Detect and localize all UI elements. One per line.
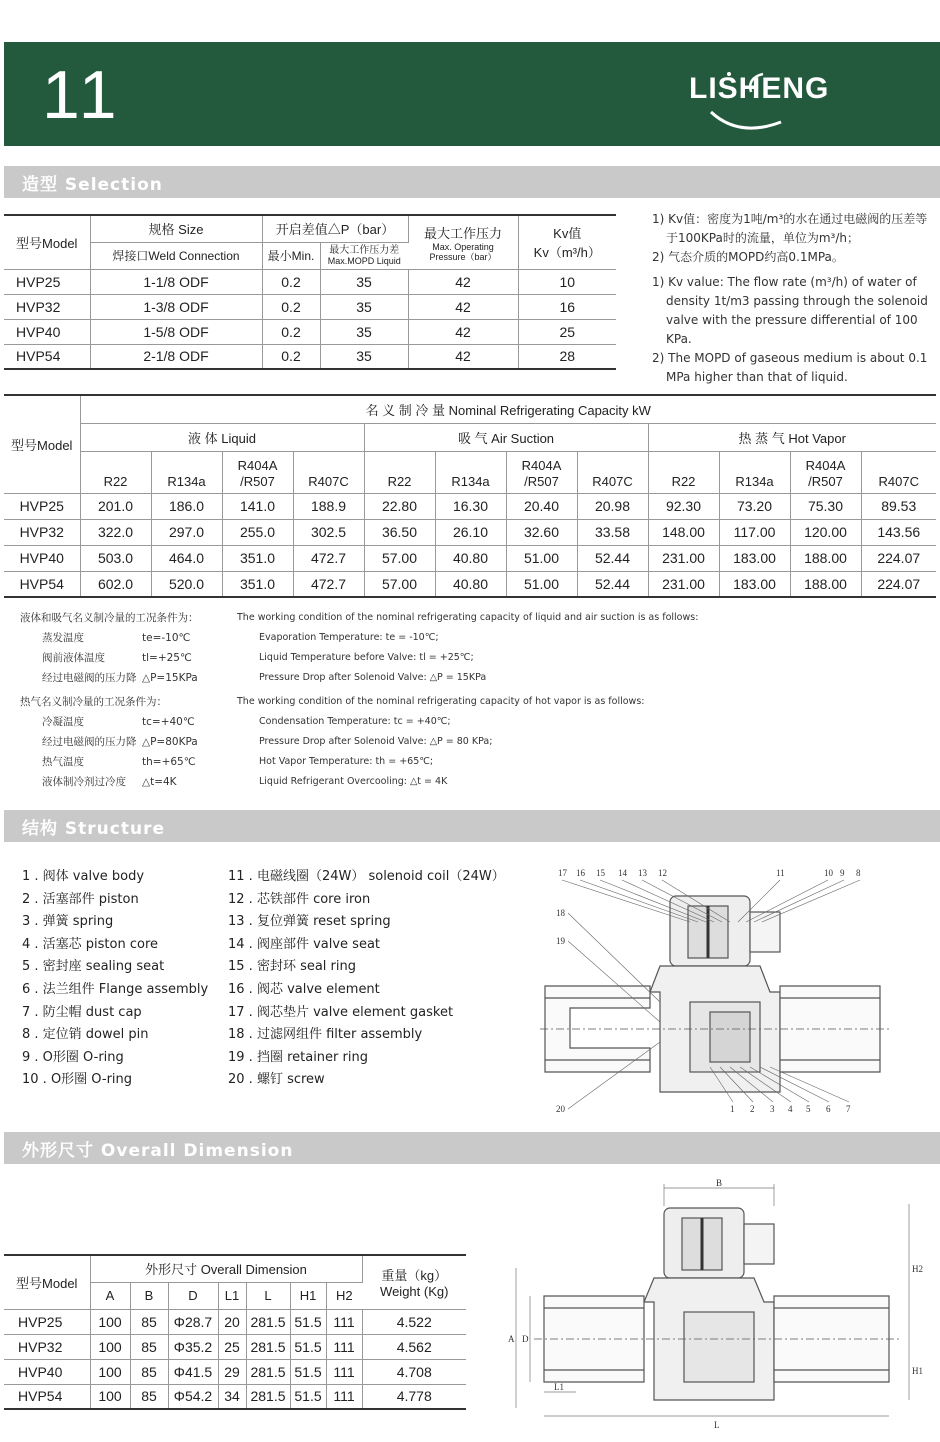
mopd-cell: 35 [320,344,408,369]
capacity-table [4,394,936,598]
dimension-col-header: B [130,1282,168,1309]
min-cell: 0.2 [262,344,320,369]
condition-label: 冷凝温度 [42,716,84,728]
part-item: 1 . 阀体 valve body [22,869,145,884]
dimension-cell: 281.5 [246,1309,290,1334]
part-callout-label: 14 [618,868,627,878]
header-weld: 焊接口Weld Connection [90,242,262,269]
model-cell: HVP40 [4,1359,90,1384]
capacity-cell: 89.53 [861,493,936,519]
capacity-cell: 472.7 [293,571,364,597]
part-item: 12 . 芯铁部件 core iron [228,891,371,907]
model-cell: HVP32 [4,519,80,545]
refrigerant-header: R404A /R507 [790,451,861,493]
capacity-cell: 75.30 [790,493,861,519]
refrigerant-header: R134a [719,451,790,493]
part-callout-label: 13 [638,868,647,878]
dimension-col-header: D [168,1282,218,1309]
part-callout-label: 6 [826,1104,831,1114]
part-callout-label: 8 [856,868,861,878]
part-item: 13 . 复位弹簧 reset spring [228,914,391,930]
refrigerant-header: R407C [293,451,364,493]
capacity-cell: 297.0 [151,519,222,545]
section-title: 外形尺寸 Overall Dimension [22,1141,294,1161]
header-dp: 开启差值△P（bar） [262,215,408,242]
header-liquid: 液 体 Liquid [80,423,364,451]
condition-row: Pressure Drop after Solenoid Valve: △P = 80 KPa; [259,736,493,747]
part-callout-label: 7 [846,1104,851,1114]
capacity-cell: 16.30 [435,493,506,519]
min-cell: 0.2 [262,319,320,344]
callout-leader-line [754,880,844,922]
condition-row [42,752,198,772]
condition-value: tc=+40℃ [142,716,195,728]
part-callout-label: 18 [556,908,565,918]
capacity-cell: 26.10 [435,519,506,545]
note-cn-1: 1) Kv值：密度为1吨/m³的水在通过电磁阀的压差等于100KPa时的流量，单位为m³/h； [652,212,928,245]
model-cell: HVP54 [4,344,90,369]
dimension-cell: 29 [218,1359,246,1384]
refrigerant-header: R134a [151,451,222,493]
maxp-cell: 42 [408,344,518,369]
capacity-cell: 464.0 [151,545,222,571]
dimension-cell: 100 [90,1334,130,1359]
capacity-cell: 22.80 [364,493,435,519]
size-cell: 2-1/8 ODF [90,344,262,369]
dimension-cell: 85 [130,1359,168,1384]
dimension-cell: 111 [326,1334,362,1359]
conditions-hot-cn: 热气名义制冷量的工况条件为： 冷凝温度 tc=+40℃ 经过电磁阀的压力降 △P=80KPa 热气温度 th=+65℃ 液体制冷剂过冷度 △t=4K [20,692,198,792]
part-item: 11 . 电磁线圈（24W） solenoid coil（24W） [228,869,505,884]
model-cell: HVP40 [4,545,80,571]
header-weight: 重量（kg） Weight (Kg) [362,1255,466,1309]
part-callout-label: 9 [840,868,845,878]
dimension-col-header: H2 [326,1282,362,1309]
table-row [4,545,936,571]
header-capacity-title: 名 义 制 冷 量 Nominal Refrigerating Capacity kW [80,395,936,423]
size-cell: 1-3/8 ODF [90,294,262,319]
condition-value: th=+65℃ [142,756,196,768]
capacity-cell: 73.20 [719,493,790,519]
kv-cell: 10 [518,269,616,294]
condition-label: 经过电磁阀的压力降 [42,672,137,684]
table-row [4,493,936,519]
condition-row [42,772,198,792]
dimension-cell: Φ41.5 [168,1359,218,1384]
header-mopd: 最大工作压力差 Max.MOPD Liquid [320,242,408,269]
section-structure [4,810,940,842]
capacity-cell: 20.40 [506,493,577,519]
table-row [4,1309,466,1334]
kv-notes [652,210,936,387]
callout-leader-line [762,880,860,922]
part-callout-label: 12 [658,868,667,878]
overall-dimension-drawing [504,1178,924,1434]
part-item: 6 . 法兰组件 Flange assembly [22,981,209,997]
mopd-cell: 35 [320,294,408,319]
page-header [4,42,940,146]
header-hot-vapor: 热 蒸 气 Hot Vapor [648,423,936,451]
part-item: 7 . 防尘帽 dust cap [22,1004,142,1020]
dimension-cell: 281.5 [246,1334,290,1359]
model-cell: HVP54 [4,571,80,597]
refrigerant-header: R404A /R507 [222,451,293,493]
part-item: 15 . 密封环 seal ring [228,959,357,975]
dimension-cell: 111 [326,1309,362,1334]
capacity-cell: 188.9 [293,493,364,519]
dimension-cell: Φ28.7 [168,1309,218,1334]
condition-row: Hot Vapor Temperature: th = +65℃; [259,756,434,767]
kv-cell: 16 [518,294,616,319]
condition-row: Liquid Refrigerant Overcooling: △t = 4K [259,776,448,787]
weight-cell: 4.778 [362,1384,466,1409]
part-callout-label: 15 [596,868,605,878]
parts-list-right [228,866,505,1092]
section-title: 造型 Selection [22,175,163,195]
capacity-cell: 224.07 [861,571,936,597]
dimension-cell: 51.5 [290,1384,326,1409]
dimension-cell: 85 [130,1309,168,1334]
capacity-cell: 602.0 [80,571,151,597]
model-cell: HVP25 [4,1309,90,1334]
capacity-cell: 20.98 [577,493,648,519]
dimension-cell: Φ35.2 [168,1334,218,1359]
dim-label-b: B [716,1178,723,1188]
dimension-cell: 111 [326,1384,362,1409]
weight-cell: 4.708 [362,1359,466,1384]
capacity-cell: 302.5 [293,519,364,545]
condition-row [42,628,199,648]
min-cell: 0.2 [262,269,320,294]
part-callout-label: 20 [556,1104,565,1114]
condition-row: Evaporation Temperature: te = -10℃; [259,632,439,643]
condition-row [42,712,198,732]
capacity-cell: 255.0 [222,519,293,545]
mopd-cell: 35 [320,319,408,344]
part-callout-label: 5 [806,1104,811,1114]
model-cell: HVP54 [4,1384,90,1409]
conditions-hot-en: The working condition of the nominal refrigerating capacity of hot vapor is as follows: Condensation Temperature: tc = +40℃; Pressure Drop after Solenoid Valve: △P = 80 KPa; Hot Vapor Temperature: th = +65℃; Liquid Refrigerant Overcooling: △t = 4K [237,692,644,792]
header-min: 最小Min. [262,242,320,269]
condition-row: Pressure Drop after Solenoid Valve: △P = 15KPa [259,672,487,683]
valve-cross-section-drawing [540,862,920,1122]
refrigerant-header: R22 [364,451,435,493]
capacity-cell: 32.60 [506,519,577,545]
conditions-liquid-en: The working condition of the nominal refrigerating capacity of liquid and air suction is as follows: Evaporation Temperature: te = -10℃; Liquid Temperature before Valve: tl = +25℃; Pressure Drop after Solenoid Valve: △P = 15KPa [237,608,698,688]
model-cell: HVP32 [4,294,90,319]
kv-cell: 28 [518,344,616,369]
capacity-cell: 188.00 [790,545,861,571]
condition-row: Condensation Temperature: tc = +40℃; [259,716,451,727]
part-item: 16 . 阀芯 valve element [228,981,380,997]
capacity-cell: 33.58 [577,519,648,545]
part-callout-label: 16 [576,868,585,878]
min-cell: 0.2 [262,294,320,319]
dim-label-l1: L1 [554,1382,564,1392]
dim-label-d: D [522,1334,529,1344]
condition-label: 蒸发温度 [42,632,84,644]
part-callout-label: 19 [556,936,565,946]
dimension-cell: 100 [90,1309,130,1334]
callout-leader-line [568,941,660,1022]
capacity-cell: 351.0 [222,545,293,571]
dimension-col-header: L [246,1282,290,1309]
capacity-cell: 322.0 [80,519,151,545]
condition-label: 经过电磁阀的压力降 [42,736,137,748]
capacity-cell: 40.80 [435,571,506,597]
table-row [4,1359,466,1384]
part-callout-label: 17 [558,868,567,878]
condition-value: △P=15KPa [142,672,198,684]
capacity-cell: 224.07 [861,545,936,571]
part-item: 17 . 阀芯垫片 valve element gasket [228,1004,454,1020]
dim-label-l: L [714,1420,720,1430]
condition-label: 热气温度 [42,756,84,768]
dimension-cell: 281.5 [246,1359,290,1384]
capacity-cell: 57.00 [364,571,435,597]
capacity-cell: 120.00 [790,519,861,545]
callout-leader-line [746,880,828,922]
part-item: 3 . 弹簧 spring [22,914,114,930]
capacity-cell: 520.0 [151,571,222,597]
dimension-col-header: A [90,1282,130,1309]
table-row [4,519,936,545]
dimension-cell: 100 [90,1384,130,1409]
dimension-cell: 20 [218,1309,246,1334]
brand-logo [689,68,859,134]
part-item: 4 . 活塞芯 piston core [22,936,159,952]
condition-label: 阀前液体温度 [42,652,105,664]
header-maxp: 最大工作压力 Max. Operating Pressure（bar） [408,215,518,269]
dimension-col-header: L1 [218,1282,246,1309]
header-model: 型号Model [4,395,80,493]
part-item: 2 . 活塞部件 piston [22,891,139,907]
part-item: 8 . 定位销 dowel pin [22,1027,149,1043]
maxp-cell: 42 [408,269,518,294]
header-kv: Kv值 Kv（m³/h） [518,215,616,269]
capacity-cell: 148.00 [648,519,719,545]
section-selection [4,166,940,198]
brand-name: LISHENG [689,72,830,105]
size-cell: 1-1/8 ODF [90,269,262,294]
capacity-cell: 231.00 [648,571,719,597]
capacity-cell: 57.00 [364,545,435,571]
dimension-cell: Φ54.2 [168,1384,218,1409]
refrigerant-header: R407C [861,451,936,493]
header-model: 型号Model [4,215,90,269]
selection-table [4,214,616,370]
size-cell: 1-5/8 ODF [90,319,262,344]
condition-row: Liquid Temperature before Valve: tl = +25℃; [259,652,474,663]
capacity-cell: 52.44 [577,571,648,597]
table-row [4,344,616,369]
capacity-cell: 472.7 [293,545,364,571]
capacity-cell: 201.0 [80,493,151,519]
capacity-cell: 183.00 [719,571,790,597]
part-item: 18 . 过滤网组件 filter assembly [228,1027,423,1043]
capacity-cell: 503.0 [80,545,151,571]
note-cn-2: 2) 气态介质的MOPD约高0.1MPa。 [652,250,844,264]
dimension-cell: 281.5 [246,1384,290,1409]
dimension-cell: 85 [130,1334,168,1359]
dim-label-h1: H1 [912,1366,923,1376]
condition-label: 液体制冷剂过冷度 [42,776,126,788]
capacity-cell: 188.00 [790,571,861,597]
capacity-cell: 92.30 [648,493,719,519]
part-item: 20 . 螺钉 screw [228,1072,325,1088]
note-en-1: 1) Kv value: The flow rate (m³/h) of water of density 1t/m3 passing through the solenoid valve with the pressure differential of 100 KPa. [652,275,928,346]
capacity-cell: 141.0 [222,493,293,519]
dimension-table [4,1254,466,1410]
condition-row [42,732,198,752]
dim-label-h2: H2 [912,1264,923,1274]
dimension-cell: 51.5 [290,1309,326,1334]
refrigerant-header: R407C [577,451,648,493]
table-row [4,319,616,344]
part-item: 19 . 挡圈 retainer ring [228,1049,368,1065]
model-cell: HVP25 [4,269,90,294]
capacity-cell: 51.00 [506,571,577,597]
table-row [4,1334,466,1359]
part-item: 14 . 阀座部件 valve seat [228,936,381,952]
capacity-cell: 52.44 [577,545,648,571]
page-number: 11 [42,57,121,133]
part-callout-label: 2 [750,1104,755,1114]
section-title: 结构 Structure [22,819,165,839]
dimension-cell: 111 [326,1359,362,1384]
dim-label-a: A [508,1334,515,1344]
header-size: 规格 Size [90,215,262,242]
kv-cell: 25 [518,319,616,344]
condition-value: te=-10℃ [142,632,191,644]
capacity-cell: 351.0 [222,571,293,597]
capacity-cell: 143.56 [861,519,936,545]
header-model: 型号Model [4,1255,90,1309]
table-row [4,294,616,319]
maxp-cell: 42 [408,294,518,319]
part-item: 5 . 密封座 sealing seat [22,959,165,975]
table-row [4,571,936,597]
maxp-cell: 42 [408,319,518,344]
part-callout-label: 10 [824,868,833,878]
mopd-cell: 35 [320,269,408,294]
refrigerant-header: R404A /R507 [506,451,577,493]
model-cell: HVP40 [4,319,90,344]
condition-row [42,668,199,688]
header-overall-dimension: 外形尺寸 Overall Dimension [90,1255,362,1282]
capacity-cell: 40.80 [435,545,506,571]
refrigerant-header: R22 [80,451,151,493]
refrigerant-header: R134a [435,451,506,493]
condition-value: △P=80KPa [142,736,198,748]
condition-value: tl=+25℃ [142,652,192,664]
weight-cell: 4.522 [362,1309,466,1334]
part-item: 10 . O形圈 O-ring [22,1072,133,1088]
section-dimension [4,1132,940,1164]
note-en-2: 2) The MOPD of gaseous medium is about 0.1 MPa higher than that of liquid. [652,351,928,384]
dimension-cell: 100 [90,1359,130,1384]
capacity-cell: 117.00 [719,519,790,545]
table-row [4,269,616,294]
dimension-cell: 85 [130,1384,168,1409]
part-item: 9 . O形圈 O-ring [22,1049,124,1065]
condition-row [42,648,199,668]
weight-cell: 4.562 [362,1334,466,1359]
conditions-liquid-cn: 液体和吸气名义制冷量的工况条件为： 蒸发温度 te=-10℃ 阀前液体温度 tl=+25℃ 经过电磁阀的压力降 △P=15KPa [20,608,199,688]
capacity-cell: 231.00 [648,545,719,571]
capacity-cell: 51.00 [506,545,577,571]
capacity-cell: 183.00 [719,545,790,571]
dimension-cell: 34 [218,1384,246,1409]
capacity-cell: 36.50 [364,519,435,545]
dimension-col-header: H1 [290,1282,326,1309]
part-callout-label: 11 [776,868,785,878]
header-suction: 吸 气 Air Suction [364,423,648,451]
part-callout-label: 3 [770,1104,775,1114]
table-row [4,1384,466,1409]
dimension-cell: 25 [218,1334,246,1359]
parts-list-left [22,866,208,1092]
condition-value: △t=4K [142,776,177,788]
model-cell: HVP32 [4,1334,90,1359]
part-callout-label: 4 [788,1104,793,1114]
part-callout-label: 1 [730,1104,735,1114]
model-cell: HVP25 [4,493,80,519]
capacity-cell: 186.0 [151,493,222,519]
refrigerant-header: R22 [648,451,719,493]
dimension-cell: 51.5 [290,1334,326,1359]
dimension-cell: 51.5 [290,1359,326,1384]
